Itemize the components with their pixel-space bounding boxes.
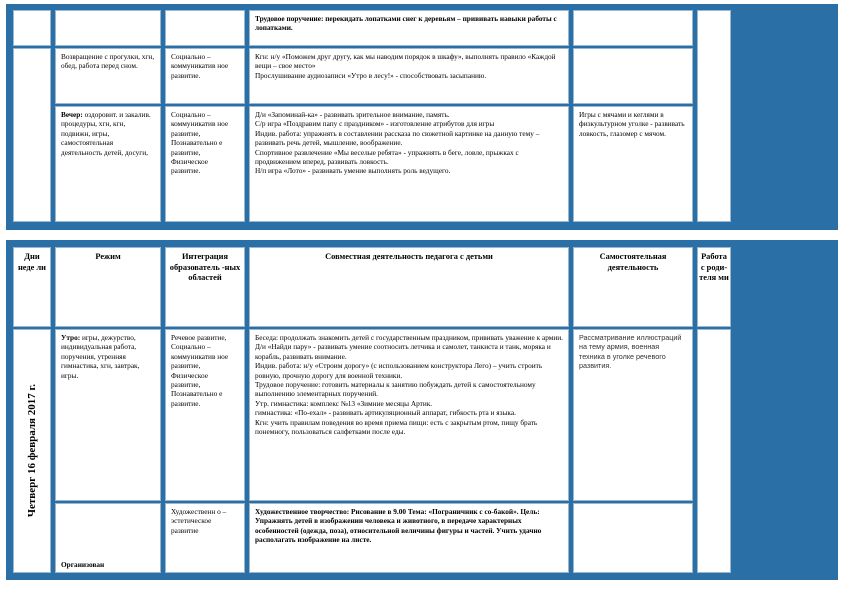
header-day-text: Дни неде ли [17, 252, 46, 272]
top-row3-integration-text: Социально – коммуникатив ное развитие, Познавательно е развитие, Физическое развитие. [171, 110, 229, 176]
top-row1-activity-cell [249, 10, 569, 46]
top-row2-activity-line: Кгн: н/у «Поможем друг другу, как мы наводим порядок в шкафу», выполнять правило «Каждой вещи – свое место» [255, 52, 556, 71]
top-row3-independent-text: Игры с мячами и кеглями в физкультурном уголке - развивать ловкость, глазомер с мячом. [579, 110, 685, 138]
morning-activity-line: Трудовое поручение: готовить материалы к занятию побуждать детей к самостоятельному выполнению элементарных поручений. [255, 380, 536, 399]
top-row3-activity-cell [249, 106, 569, 222]
top-row3-activity-line: Н/п игра «Лото» - развивать умение выполнять роль ведущего. [255, 166, 451, 176]
organized-independent-cell [573, 503, 693, 573]
top-row3-activity-line: С/р игра «Поздравим папу с праздником» - изготовление атрибутов для игры [255, 119, 495, 129]
top-row1-integration-cell [165, 10, 245, 46]
organized-integration-cell [165, 503, 245, 573]
top-row2-activity-line: Прослушивание аудиозаписи «Утро в лесу!» - способствовать засыпанию. [255, 70, 487, 80]
morning-activity-line: Беседа: продолжать знакомить детей с государственным праздником, прививать уважение к армии. Д/и «Найди пару» - развивать умение соотносить летчика и самолет, танкиста и танк, моряка и корабль, развивать внимание. [255, 333, 564, 361]
top-row1-day-cell [13, 10, 51, 46]
morning-activity-line: Утр. гимнастика: комплекс №13 «Зимние месяцы Артик. [255, 398, 433, 408]
top-parents-cell [697, 10, 731, 222]
morning-activity-line: Кгн: учить правилам поведения во время приема пищи: есть с закрытым ртом, пищу брать понемногу, пользоваться салфетками после еды. [255, 417, 538, 437]
top-row3-activity-line: Индив. работа: упражнять в составлении рассказа по сюжетной картинке на данную тему – развивать речь детей, мышление, воображение. [255, 128, 540, 148]
header-parents [697, 247, 731, 327]
header-independent-text: Самостоятельная деятельность [599, 252, 667, 272]
morning-regime-text: игры, дежурство, индивидуальная работа, поручения, утренняя гимнастика, хгн, завтрак, игры. [61, 333, 140, 380]
organized-regime-cell [55, 503, 161, 573]
top-row1-regime-cell [55, 10, 161, 46]
top-row3-regime-text: оздоровит. и закалив. процедуры, хгн, кгн, подвижн, игры, самостоятельная деятельность детей, досуги, [61, 110, 151, 157]
top-row2-independent-cell [573, 48, 693, 104]
organized-activity-cell [249, 503, 569, 573]
top-row3-regime-cell [55, 106, 161, 222]
parents-cell [697, 329, 731, 573]
top-row3-activity-line: Д/и «Запоминай-ка» - развивать зрительное внимание, память. [255, 110, 450, 119]
header-integration-text: Интеграция образователь -ных областей [169, 252, 241, 282]
morning-activity-line: гимнастика: «По-ехал» - развивать артикуляционный аппарат, гибкость рта и языка. [255, 408, 516, 418]
header-parents-text: Работа с роди- теля ми [699, 252, 729, 282]
morning-independent-cell [573, 329, 693, 501]
header-day [13, 247, 51, 327]
morning-activity-cell [249, 329, 569, 501]
header-regime [55, 247, 161, 327]
top-row2-integration-text: Социально – коммуникатив ное развитие. [171, 52, 229, 80]
top-row2-regime-cell [55, 48, 161, 104]
morning-activity-line: Индив. работа: н/у «Строим дорогу» (с использованием конструктора Лего) – учить строить ровную, прочную дорогу для военной техники. [255, 361, 543, 380]
morning-integration-text: Речевое развитие, Социально – коммуникатив ное развитие, Физическое развитие, Познавательно е развитие. [171, 333, 229, 408]
morning-integration-cell [165, 329, 245, 501]
top-row1-independent-cell [573, 10, 693, 46]
top-row3-integration-cell [165, 106, 245, 222]
morning-regime-cell [55, 329, 161, 501]
day-label: Четверг 16 февраля 2017 г. [26, 384, 38, 518]
morning-independent-text: Рассматривание иллюстраций на тему армия, военная техника в уголке речевого развития. [579, 333, 682, 371]
header-regime-text: Режим [95, 252, 121, 261]
top-row3-independent-cell [573, 106, 693, 222]
top-row2-regime-text: Возвращение с прогулки, хгн, обед, работа перед сном. [61, 52, 155, 71]
top-row2-activity-cell [249, 48, 569, 104]
top-row3-activity-line: Спортивное развлечение «Мы веселые ребята» - упражнять в беге, ловле, прыжках с продвижением вперед, развивать ловкость. [255, 147, 519, 167]
header-independent [573, 247, 693, 327]
top-row2-integration-cell [165, 48, 245, 104]
header-joint-activity [249, 247, 569, 327]
top-row3-regime-label: Вечер: [61, 110, 83, 119]
header-integration [165, 247, 245, 327]
organized-activity-line: Художественное творчество: Рисование в 9.00 Тема: «Пограничник с со-бакой». Цель: Упражнять детей в изображении человека и животного, в передаче характерных особенностей (одежда, поза), относительной величины фигуры и частей. Учить удачно располагать изображение на листе. [255, 507, 542, 545]
top-row1-activity-text: Трудовое поручение: перекидать лопатками снег к деревьям – прививать навыки работы с лопатками. [255, 14, 557, 33]
top-day-cell [13, 48, 51, 222]
header-joint-activity-text: Совместная деятельность педагога с детьми [325, 252, 493, 261]
day-cell [13, 329, 51, 573]
morning-regime-label: Утро: [61, 333, 81, 342]
organized-regime-text: Организован [61, 559, 105, 569]
organized-integration-text: Художественн о – эстетическое развитие [171, 507, 227, 535]
